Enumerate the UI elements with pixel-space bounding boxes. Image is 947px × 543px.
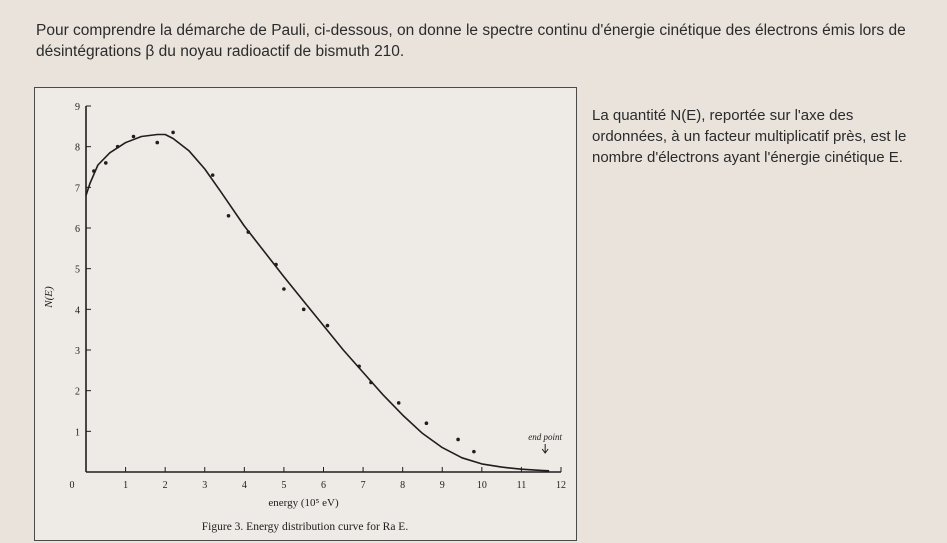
data-point	[171, 131, 175, 135]
labels-layer	[43, 286, 563, 533]
data-point	[369, 381, 373, 385]
data-point	[227, 214, 231, 218]
y-tick-label: 2	[75, 386, 80, 398]
data-point	[92, 169, 96, 173]
y-tick-label: 8	[75, 142, 80, 154]
series-line	[86, 135, 549, 471]
intro-text: Pour comprendre la démarche de Pauli, ci-dessous, on donne le spectre continu d'énergie cinétique des électrons émis lors de désintégrations β du noyau radioactif de bismuth 210.	[36, 22, 906, 60]
end-point-label: end point	[528, 432, 563, 442]
y-axis-label: N(E)	[43, 286, 55, 308]
y-tick-label: 1	[75, 427, 80, 439]
x-axis-label: energy (10⁵ eV)	[268, 497, 339, 509]
data-point	[357, 364, 361, 368]
y-tick-label: 9	[75, 102, 80, 113]
data-point	[425, 421, 429, 425]
y-tick-label: 6	[75, 224, 80, 235]
ticks	[70, 102, 567, 491]
x-tick-label: 5	[281, 480, 287, 491]
data-point	[274, 263, 278, 267]
data-point	[155, 141, 159, 145]
x-tick-label: 6	[321, 480, 326, 491]
x-tick-label: 9	[439, 480, 445, 491]
x-tick-label: 3	[202, 480, 208, 491]
x-tick-label: 12	[556, 480, 566, 491]
points-layer	[92, 131, 476, 454]
data-point	[132, 135, 136, 139]
data-point	[116, 145, 120, 149]
x-tick-label: 2	[162, 480, 168, 491]
data-point	[104, 161, 108, 165]
data-point	[472, 450, 476, 454]
data-point	[326, 324, 330, 328]
y-tick-label: 3	[75, 346, 80, 357]
figure-caption: Figure 3. Energy distribution curve for Ra E.	[201, 521, 409, 533]
x-tick-label: 0	[69, 480, 75, 491]
figure-panel	[34, 87, 577, 541]
data-point	[211, 173, 215, 177]
side-note: La quantité N(E), reportée sur l'axe des ordonnées, à un facteur multiplicatif près, est le nombre d'électrons ayant l'énergie cinétique E.	[592, 107, 907, 166]
x-tick-label: 7	[360, 480, 366, 491]
data-point	[456, 438, 460, 442]
data-point	[246, 230, 250, 234]
data-point	[282, 287, 286, 291]
x-tick-label: 10	[476, 480, 487, 491]
x-tick-label: 4	[241, 480, 247, 491]
data-point	[397, 401, 401, 405]
x-tick-label: 11	[516, 480, 527, 491]
data-point	[302, 308, 306, 312]
curve-layer	[86, 135, 549, 471]
y-tick-label: 4	[75, 305, 80, 317]
end-point-arrow	[542, 444, 548, 453]
y-tick-label: 5	[75, 264, 80, 276]
energy-distribution-chart	[35, 88, 576, 540]
y-tick-label: 7	[75, 183, 80, 195]
axes	[86, 106, 561, 472]
x-tick-label: 1	[123, 480, 129, 491]
x-tick-label: 8	[400, 480, 406, 491]
